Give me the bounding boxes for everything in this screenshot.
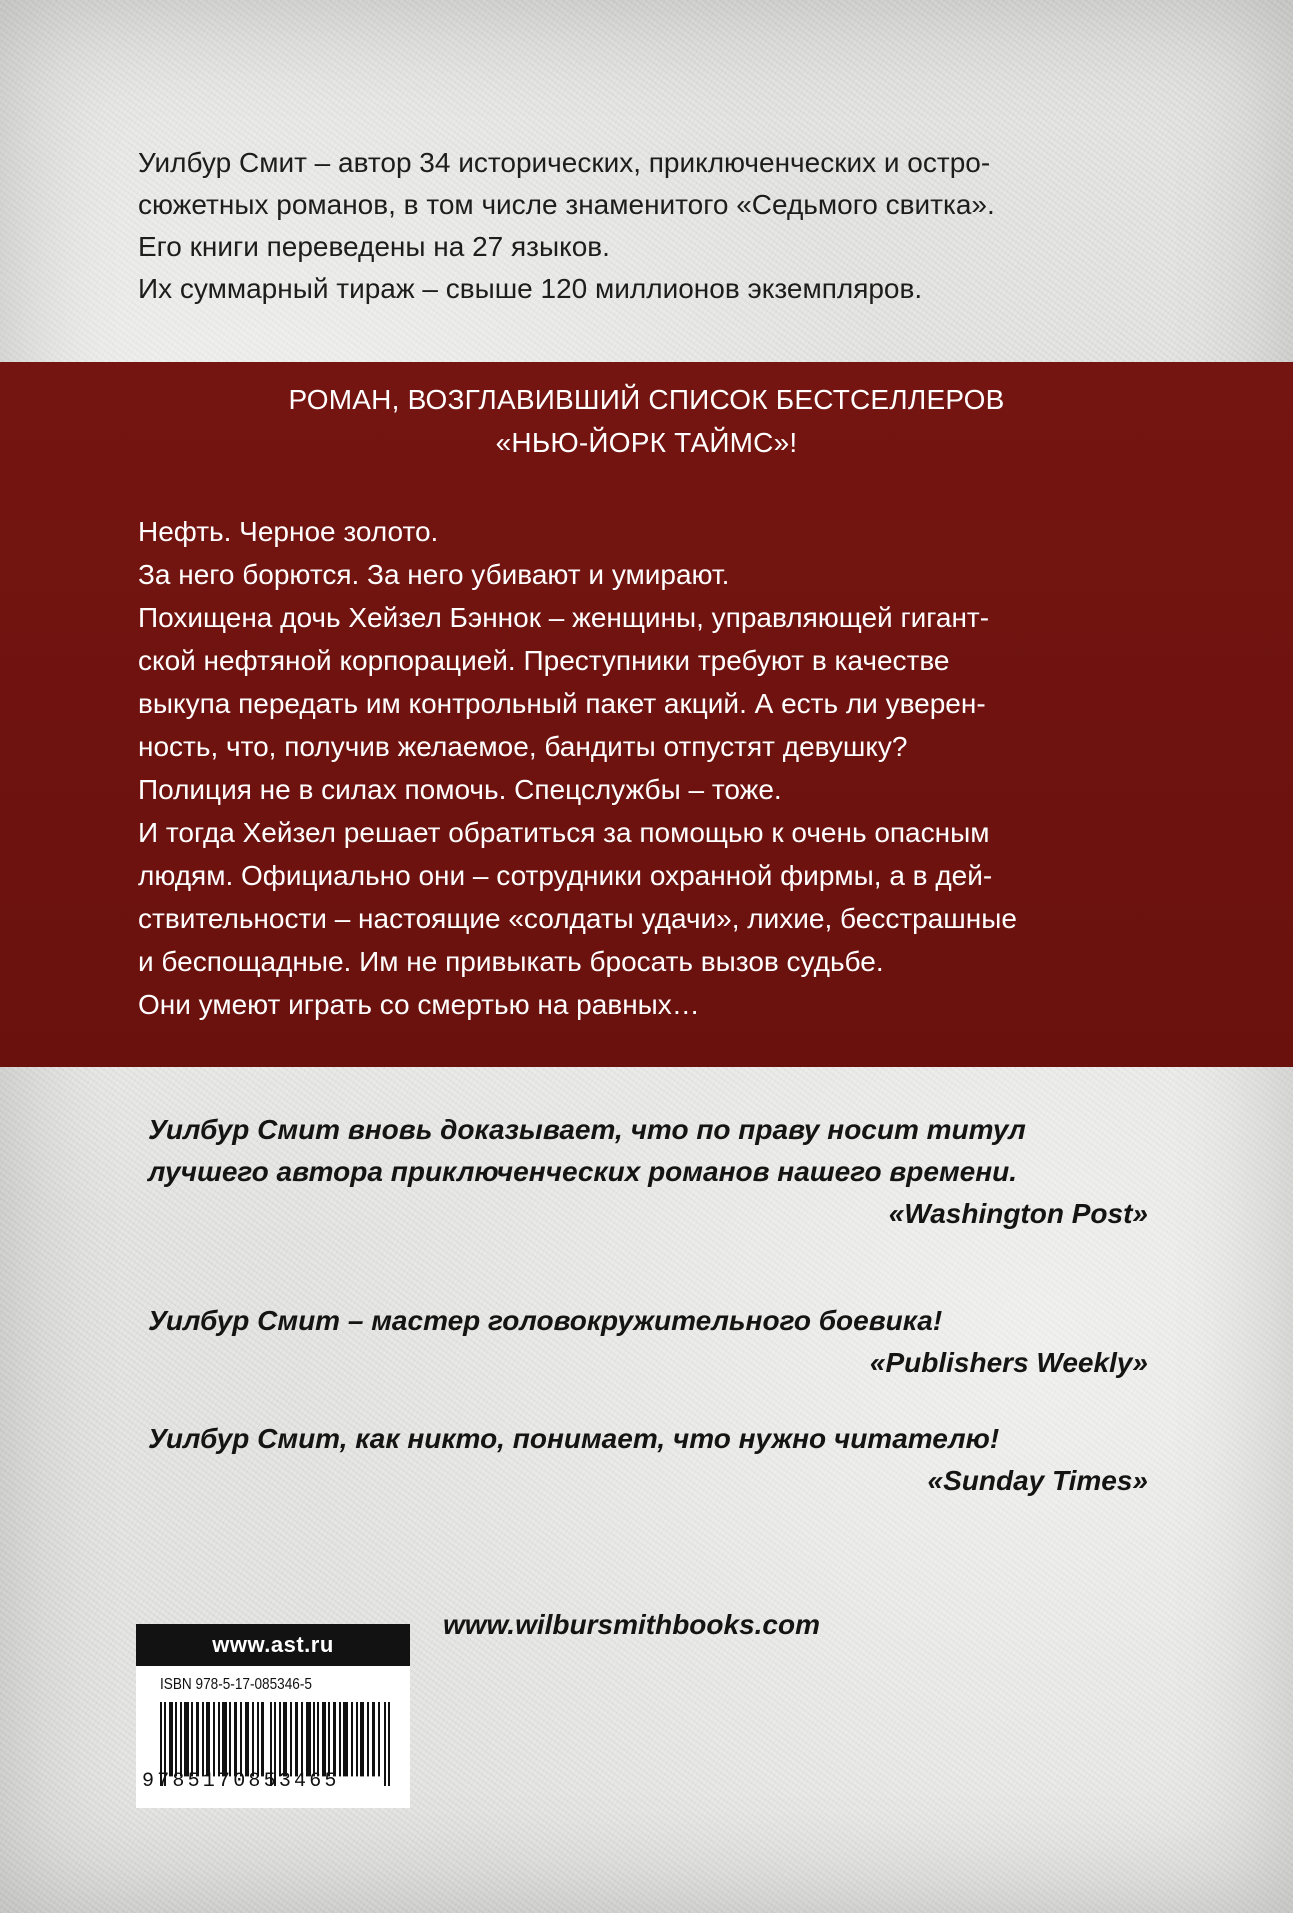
author-bio-line: сюжетных романов, в том числе знаменитого «Седьмого свитка». xyxy=(138,189,995,220)
author-bio-line: Его книги переведены на 27 языков. xyxy=(138,231,610,262)
headline-line: РОМАН, ВОЗГЛАВИВШИЙ СПИСОК БЕСТСЕЛЛЕРОВ xyxy=(288,384,1005,415)
barcode-digits: 9785170853465 xyxy=(142,1770,340,1793)
synopsis-line: Они умеют играть со смертью на равных… xyxy=(138,989,700,1020)
review-quote-line: Уилбур Смит, как никто, понимает, что нужно читателю! xyxy=(148,1423,1000,1454)
synopsis-line: За него борются. За него убивают и умирают. xyxy=(138,559,730,590)
synopsis-line: ствительности – настоящие «солдаты удачи», лихие, бесстрашные xyxy=(138,903,1017,934)
bestseller-headline xyxy=(0,378,1293,464)
synopsis-line: ность, что, получив желаемое, бандиты отпустят девушку? xyxy=(138,731,908,762)
author-bio-line: Уилбур Смит – автор 34 исторических, приключенческих и остро- xyxy=(138,147,991,178)
author-bio xyxy=(138,142,1158,310)
isbn-label: ISBN 978-5-17-085346-5 xyxy=(160,1676,312,1693)
isbn-barcode-block xyxy=(136,1666,410,1808)
author-website-link[interactable]: www.wilbursmithbooks.com xyxy=(443,1609,821,1640)
synopsis-line: Похищена дочь Хейзел Бэннок – женщины, управляющей гигант- xyxy=(138,602,990,633)
review-sunday-times xyxy=(148,1418,1148,1502)
synopsis-line: выкупа передать им контрольный пакет акций. А есть ли уверен- xyxy=(138,688,986,719)
synopsis-line: Полиция не в силах помочь. Спецслужбы – тоже. xyxy=(138,774,782,805)
synopsis-line: и беспощадные. Им не привыкать бросать вызов судьбе. xyxy=(138,946,884,977)
synopsis-line: И тогда Хейзел решает обратиться за помощью к очень опасным xyxy=(138,817,990,848)
synopsis-line: Нефть. Черное золото. xyxy=(138,516,439,547)
review-source: «Washington Post» xyxy=(888,1198,1148,1229)
synopsis xyxy=(138,510,1158,1026)
headline-line: «НЬЮ-ЙОРК ТАЙМС»! xyxy=(495,427,798,458)
review-quote-line: лучшего автора приключенческих романов нашего времени. xyxy=(148,1156,1018,1187)
synopsis-line: ской нефтяной корпорацией. Преступники требуют в качестве xyxy=(138,645,950,676)
review-publishers-weekly xyxy=(148,1300,1148,1384)
author-bio-line: Их суммарный тираж – свыше 120 миллионов экземпляров. xyxy=(138,273,923,304)
review-quote-line: Уилбур Смит вновь доказывает, что по праву носит титул xyxy=(148,1114,1026,1145)
review-source: «Sunday Times» xyxy=(927,1465,1148,1496)
review-washington-post xyxy=(148,1109,1148,1235)
publisher-url[interactable]: www.ast.ru xyxy=(136,1624,410,1666)
review-quote-line: Уилбур Смит – мастер головокружительного боевика! xyxy=(148,1305,943,1336)
review-source: «Publishers Weekly» xyxy=(869,1347,1148,1378)
synopsis-line: людям. Официально они – сотрудники охранной фирмы, а в дей- xyxy=(138,860,993,891)
